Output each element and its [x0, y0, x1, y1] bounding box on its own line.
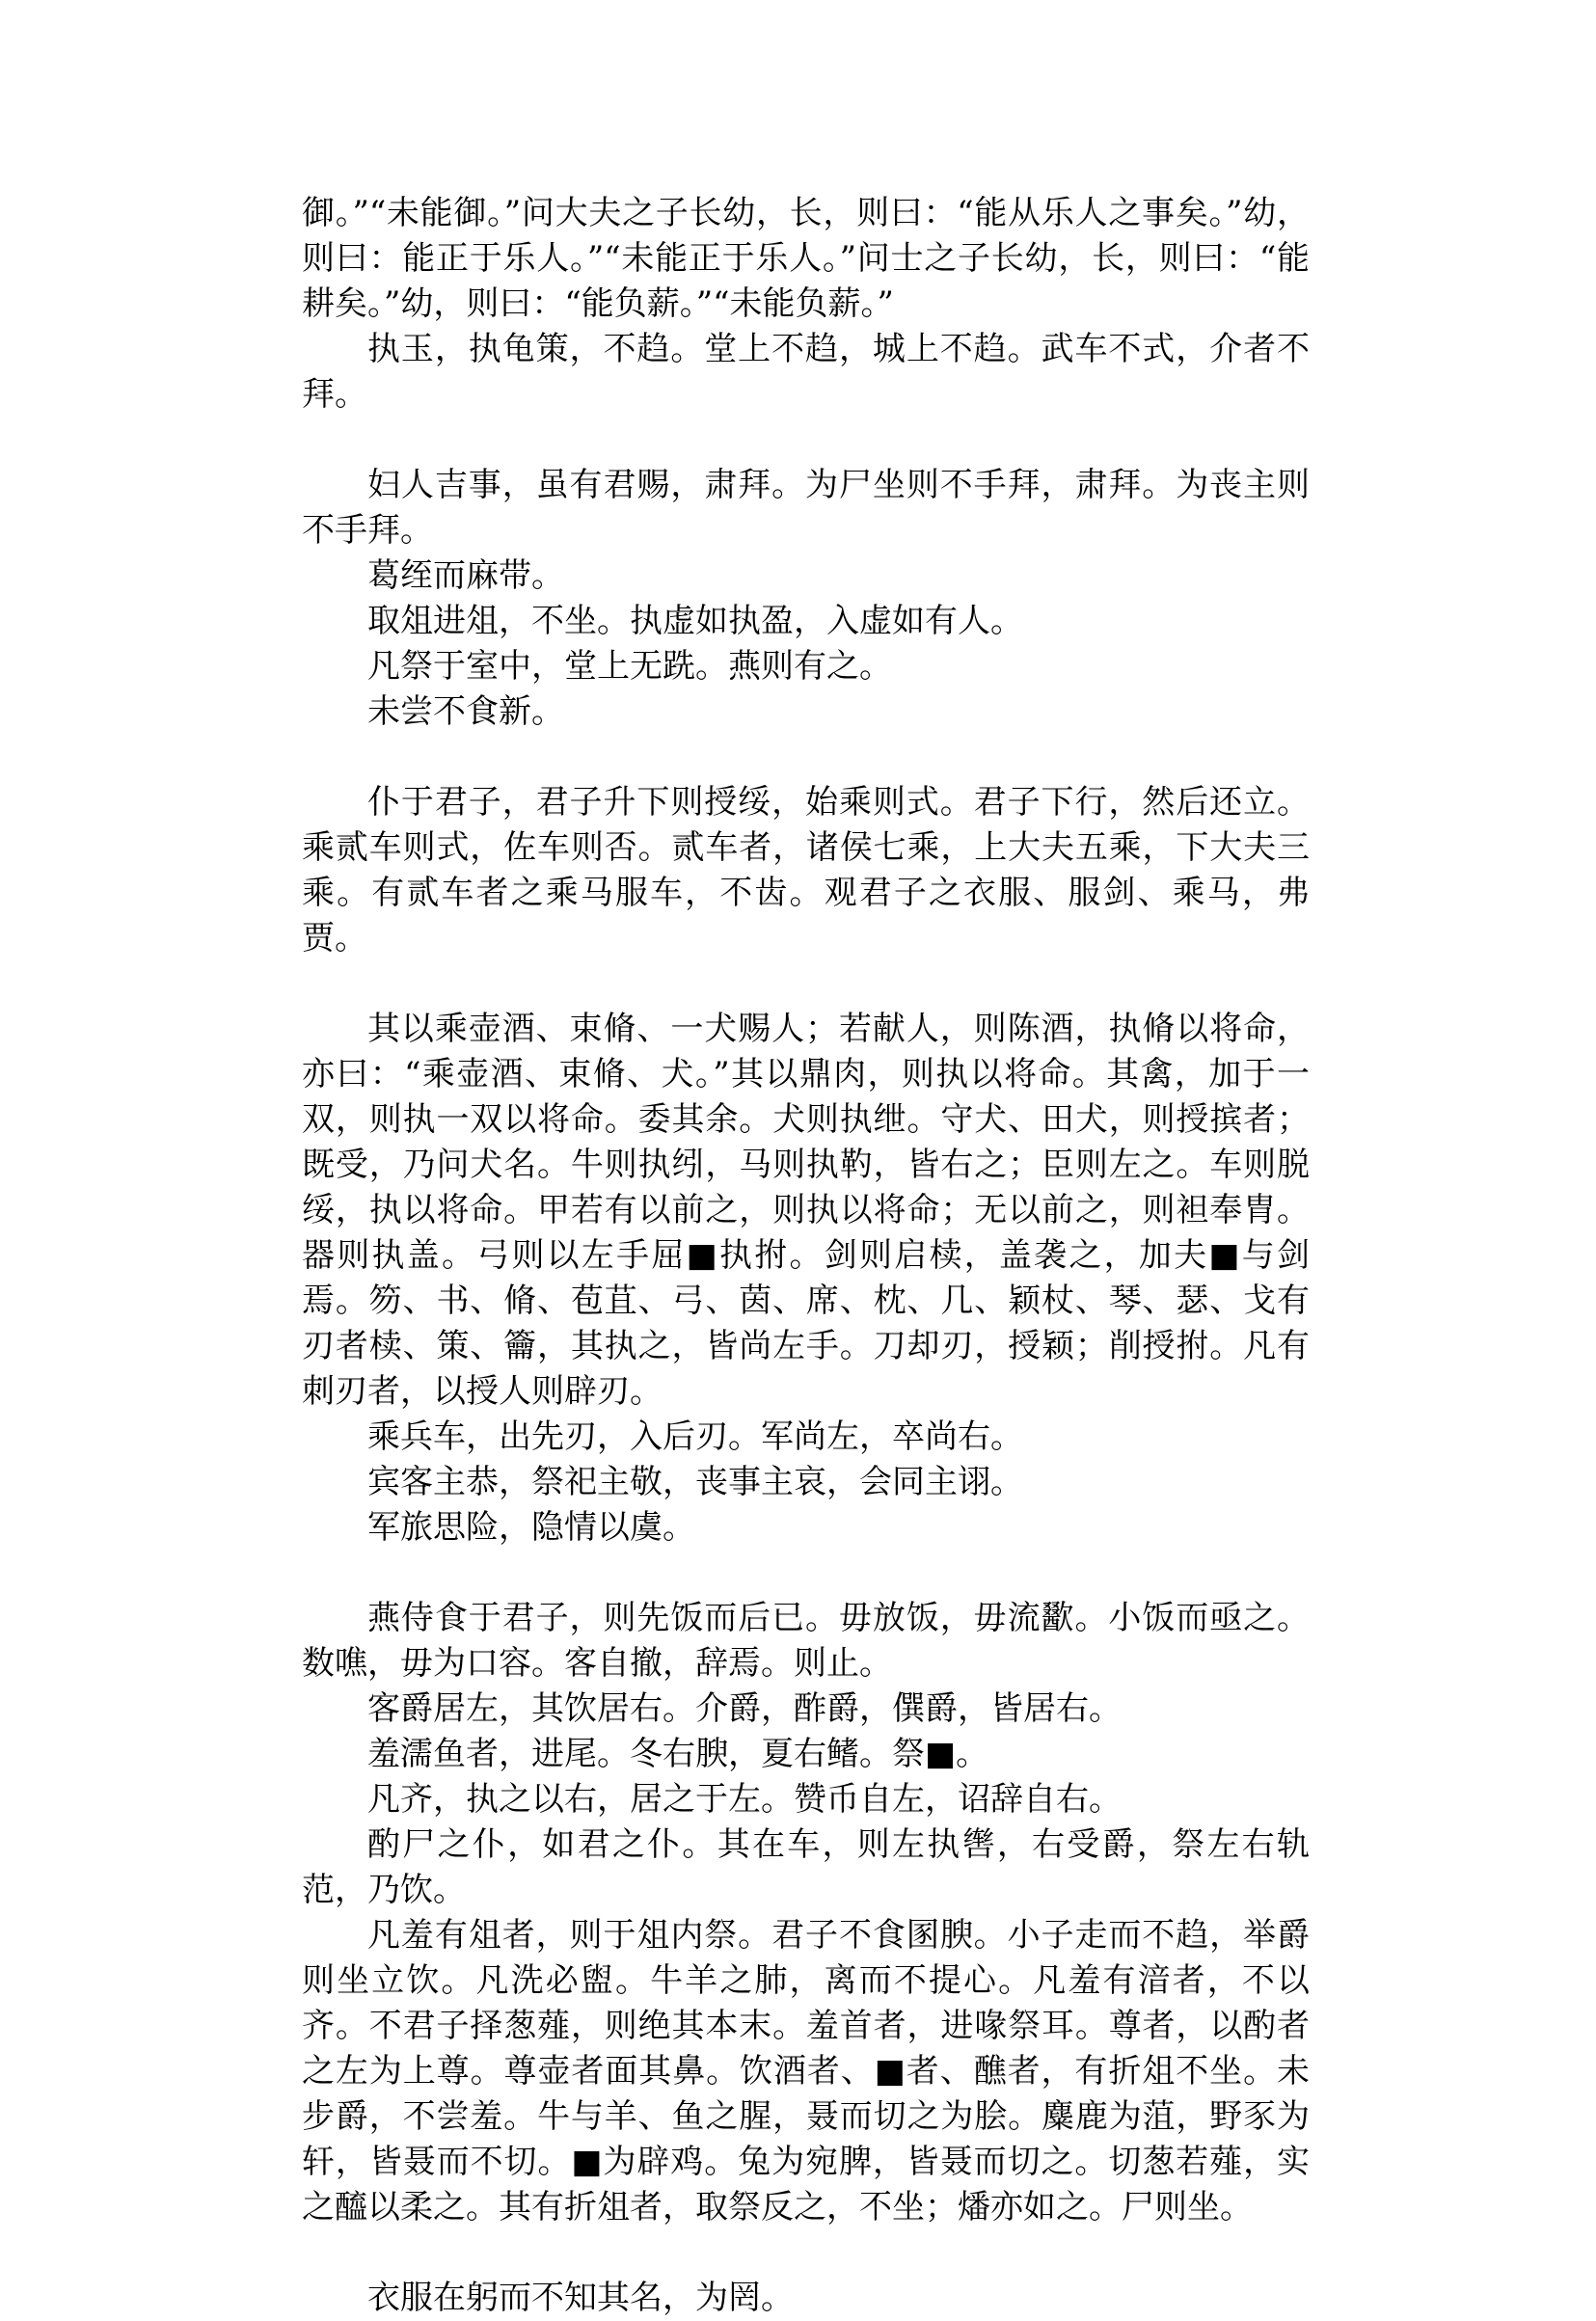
paragraph: 衣服在躬而不知其名，为罔。 [367, 2279, 794, 2317]
paragraph-gap [302, 735, 1310, 780]
paragraph: 未尝不食新。 [367, 692, 564, 731]
paragraph: 取俎进俎，不坐。执虚如执盈，入虚如有人。 [367, 602, 1023, 640]
paragraph: 执玉，执龟策，不趋。堂上不趋，城上不趋。武车不式，介者不拜。 [302, 330, 1310, 414]
paragraph: 乘兵车，出先刃，入后刃。军尚左，卒尚右。 [367, 1417, 1023, 1456]
paragraph: 凡羞有俎者，则于俎内祭。君子不食圂腴。小子走而不趋，举爵则坐立饮。凡洗必盥。牛羊之肺，离而不提心。凡羞有湆者，不以齐。不君子择葱薤，则绝其本末。羞首者，进喙祭耳。尊者，以酌者之左为上尊。尊壶者面其鼻。饮酒者、■者、醮者，有折俎不坐。未步爵，不尝羞。牛与羊、鱼之腥，聂而切之为脍。麋鹿为菹，野豕为轩，皆聂而不切。■为辟鸡。兔为宛脾，皆聂而切之。切葱若薤，实之醯以柔之。其有折俎者，取祭反之，不坐；燔亦如之。尸则坐。 [302, 1916, 1310, 2227]
paragraph: 其以乘壶酒、束脩、一犬赐人；若献人，则陈酒，执脩以将命，亦曰：“乘壶酒、束脩、犬。”其以鼎肉，则执以将命。其禽，加于一双，则执一双以将命。委其余。犬则执绁。守犬、田犬，则授摈者；既受，乃问犬名。牛则执纼，马则执靮，皆右之；臣则左之。车则脱绥，执以将命。甲若有以前之，则执以将命；无以前之，则袒奉胄。器则执盖。弓则以左手屈■执拊。剑则启椟，盖袭之，加夫■与剑焉。笏、书、脩、苞苴、弓、茵、席、枕、几、颖杖、琴、瑟、戈有刃者椟、策、籥，其执之，皆尚左手。刀却刃，授颖；削授拊。凡有刺刃者，以授人则辟刃。 [302, 1010, 1310, 1411]
paragraph-gap [302, 1551, 1310, 1596]
paragraph: 妇人吉事，虽有君赐，肃拜。为尸坐则不手拜，肃拜。为丧主则不手拜。 [302, 466, 1310, 550]
paragraph: 仆于君子，君子升下则授绥，始乘则式。君子下行，然后还立。乘贰车则式，佐车则否。贰车者，诸侯七乘，上大夫五乘，下大夫三乘。有贰车者之乘马服车，不齿。观君子之衣服、服剑、乘马，弗贾。 [302, 783, 1310, 958]
paragraph-gap [302, 418, 1310, 463]
paragraph: 葛绖而麻带。 [367, 556, 564, 595]
paragraph: 酌尸之仆，如君之仆。其在车，则左执辔，右受爵，祭左右轨范，乃饮。 [302, 1825, 1310, 1909]
paragraph: 羞濡鱼者，进尾。冬右腴，夏右鳍。祭■。 [367, 1735, 989, 1773]
paragraph: 御。”“未能御。”问大夫之子长幼，长，则曰：“能从乐人之事矣。”幼，则曰：能正于乐人。”“未能正于乐人。”问士之子长幼，长，则曰：“能耕矣。”幼，则曰：“能负薪。”“未能负薪。” [302, 194, 1310, 323]
paragraph: 客爵居左，其饮居右。介爵，酢爵，僎爵，皆居右。 [367, 1689, 1122, 1728]
paragraph-gap [302, 2230, 1310, 2276]
paragraph: 燕侍食于君子，则先饭而后已。毋放饭，毋流歠。小饭而亟之。数噍，毋为口容。客自撤，辞焉。则止。 [302, 1599, 1310, 1683]
paragraph: 宾客主恭，祭祀主敬，丧事主哀，会同主诩。 [367, 1463, 1023, 1501]
document-page [302, 191, 1310, 2321]
paragraph: 凡祭于室中，堂上无跣。燕则有之。 [367, 647, 892, 686]
paragraph: 凡齐，执之以右，居之于左。赞币自左，诏辞自右。 [367, 1780, 1122, 1819]
paragraph-gap [302, 961, 1310, 1007]
paragraph: 军旅思险，隐情以虞。 [367, 1508, 695, 1547]
